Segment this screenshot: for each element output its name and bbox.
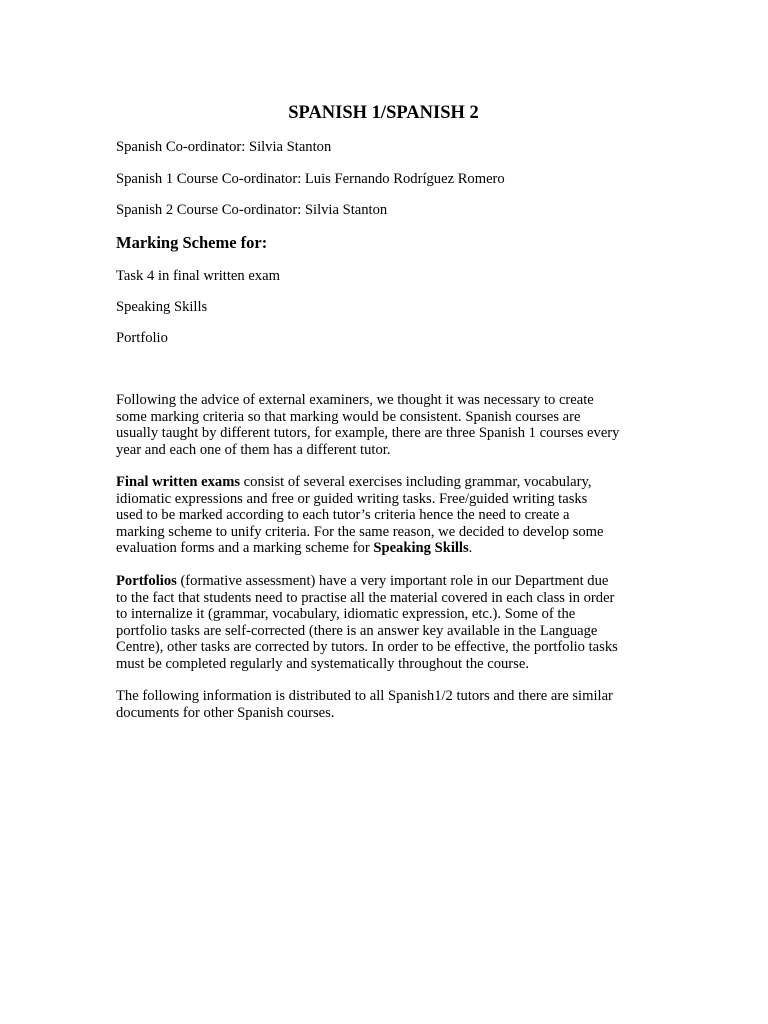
spanish-coordinator-line: Spanish Co-ordinator: Silvia Stanton [116, 139, 332, 155]
speaking-skills-term: Speaking Skills [373, 540, 469, 557]
paragraph-line: marking scheme to unify criteria. For the same reason, we decided to develop some [116, 523, 604, 540]
exams-paragraph [116, 474, 656, 557]
final-written-exams-term: Final written exams [116, 474, 241, 490]
spanish2-coordinator-line: Spanish 2 Course Co-ordinator: Silvia Stanton [116, 202, 388, 218]
paragraph-line: some marking criteria so that marking would be consistent. Spanish courses are [116, 408, 581, 425]
paragraph-line: used to be marked according to each tutor’s criteria hence the need to create a [116, 507, 570, 524]
portfolios-term: Portfolios [116, 573, 177, 589]
paragraph-line: portfolio tasks are self-corrected (there is an answer key available in the Language [116, 622, 598, 639]
paragraph-line: year and each one of them has a different tutor. [116, 441, 391, 458]
paragraph-text: consist of several exercises including grammar, vocabulary, [240, 474, 592, 490]
marking-scheme-item: Task 4 in final written exam [116, 268, 280, 284]
paragraph-line [116, 474, 656, 491]
marking-scheme-item: Portfolio [116, 330, 168, 346]
paragraph-text: . [468, 540, 473, 557]
paragraph-line: Centre), other tasks are corrected by tutors. In order to be effective, the portfolio tasks [116, 639, 618, 656]
paragraph-text: (formative assessment) have a very important role in our Department due [176, 573, 609, 589]
paragraph-line: to internalize it (grammar, vocabulary, idiomatic expression, etc.). Some of the [116, 606, 576, 623]
paragraph-line: must be completed regularly and systematically throughout the course. [116, 655, 529, 672]
paragraph-line: The following information is distributed to all Spanish1/2 tutors and there are similar [116, 688, 613, 704]
paragraph-line: to the fact that students need to practise all the material covered in each class in order [116, 589, 615, 606]
paragraph-line: documents for other Spanish courses. [116, 704, 335, 721]
portfolios-paragraph [116, 573, 656, 673]
spanish1-coordinator-line: Spanish 1 Course Co-ordinator: Luis Fernando Rodríguez Romero [116, 171, 505, 187]
marking-scheme-heading: Marking Scheme for: [116, 233, 268, 252]
paragraph-line [116, 540, 656, 557]
paragraph-line: idiomatic expressions and free or guided writing tasks. Free/guided writing tasks [116, 490, 588, 507]
closing-paragraph [116, 688, 656, 721]
intro-paragraph [116, 392, 656, 458]
paragraph-text: evaluation forms and a marking scheme for [116, 540, 374, 557]
paragraph-line: Following the advice of external examiners, we thought it was necessary to create [116, 392, 594, 408]
paragraph-line: usually taught by different tutors, for example, there are three Spanish 1 courses every [116, 425, 620, 442]
paragraph-line [116, 573, 656, 590]
marking-scheme-item: Speaking Skills [116, 299, 208, 315]
document-title: SPANISH 1/SPANISH 2 [288, 103, 479, 123]
